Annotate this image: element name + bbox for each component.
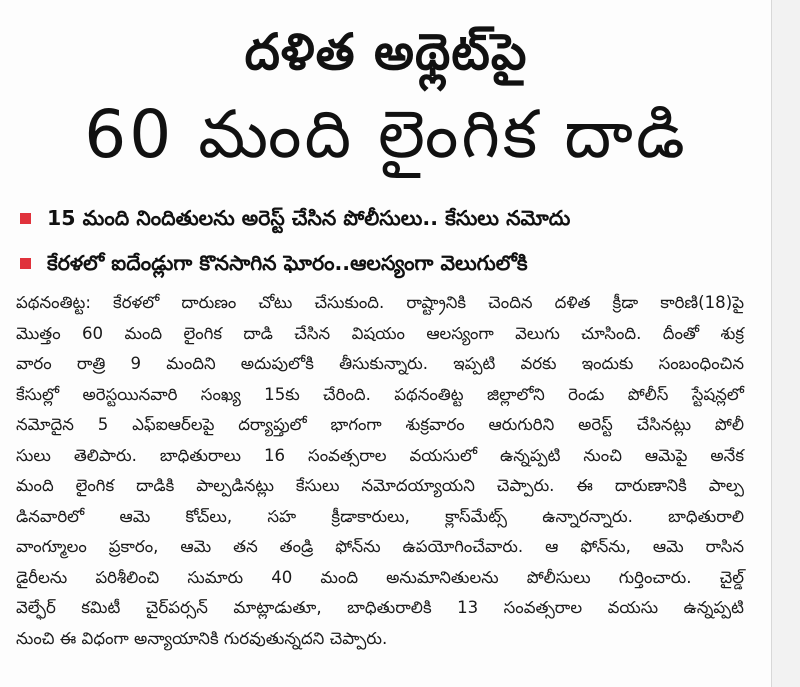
headline-line-1: దళిత అథ్లెట్‌పై [244, 23, 528, 81]
subheading-text: కేరళలో ఐదేండ్లుగా కొనసాగిన ఘోరం..ఆలస్యంగా వెలుగులోకి [47, 251, 528, 275]
red-square-bullet-icon [20, 258, 31, 269]
body-line: సులు తెలిపారు. బాధితురాలు 16 సంవత్సరాల వయసులో ఉన్నప్పటి నుంచి ఆమెపై అనేక [16, 445, 744, 465]
body-line: నుంచి ఈ విధంగా అన్యాయానికి గురవుతున్నదని చెప్పారు. [16, 628, 388, 648]
red-square-bullet-icon [20, 213, 31, 224]
subheading-bullet-2 [20, 246, 751, 280]
headline-line-2: 60 మంది లైంగిక దాడి [84, 96, 688, 173]
body-line: డినవారిలో ఆమె కోచ్‌లు, సహ క్రీడాకారులు, క్లాస్‌మేట్స్ ఉన్నారన్నారు. బాధితురాలి [16, 506, 744, 526]
body-line: మొత్తం 60 మంది లైంగిక దాడి చేసిన విషయం ఆలస్యంగా వెలుగు చూసింది. దీంతో శుక్ర [16, 323, 744, 343]
body-line: నమోదైన 5 ఎఫ్ఐఆర్‌లపై దర్యాప్తులో భాగంగా శుక్రవారం ఆరుగురిని అరెస్ట్ చేసినట్లు పోలీ [16, 415, 744, 434]
body-line: డైరీలను పరిశీలించి సుమారు 40 మంది అనుమానితులను పోలీసులు గుర్తించారు. చైల్డ్ [16, 567, 744, 587]
body-line: పథనంతిట్ట: కేరళలో దారుణం చోటు చేసుకుంది. రాష్ట్రానికి చెందిన దళిత క్రీడా కారిణి(18)పై [16, 293, 744, 312]
subheading-text: 15 మంది నిందితులను అరెస్ట్ చేసిన పోలీసులు.. కేసులు నమోదు [47, 206, 571, 230]
subheading-bullet-1 [20, 201, 751, 235]
body-line: వాంగ్మూలం ప్రకారం, ఆమె తన తండ్రి ఫోన్‌ను ఉపయోగించేవారు. ఆ ఫోన్‌ను, ఆమె రాసిన [16, 537, 744, 556]
body-line: వారం రాత్రి 9 మందిని అదుపులోకి తీసుకున్నారు. ఇప్పటి వరకు ఇందుకు సంబంధించిన [16, 354, 744, 373]
article-body [16, 288, 744, 654]
body-line: వెల్ఫేర్ కమిటీ చైర్‌పర్సన్ మాట్లాడుతూ, బాధితురాలికి 13 సంవత్సరాల వయసు ఉన్నప్పటి [16, 598, 744, 617]
body-line: మంది లైంగిక దాడికి పాల్పడినట్లు కేసులు నమోదయ్యాయని చెప్పారు. ఈ దారుణానికి పాల్ప [16, 476, 744, 495]
body-line: కేసుల్లో అరెస్టయినవారి సంఖ్య 15కు చేరింది. పథనంతిట్ట జిల్లాలోని రెండు పోలీస్ స్టేషన్లలో [16, 384, 744, 404]
